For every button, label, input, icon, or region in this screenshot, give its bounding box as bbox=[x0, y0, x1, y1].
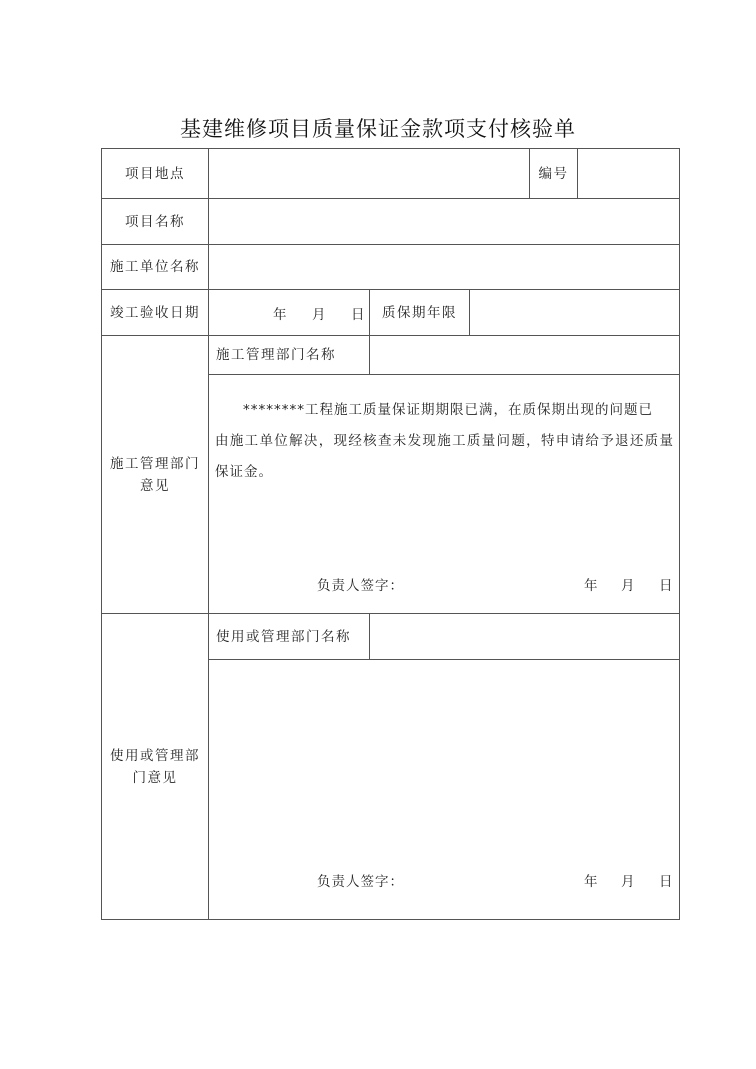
completion-date-label: 竣工验收日期 bbox=[110, 304, 200, 321]
verification-form bbox=[101, 148, 680, 920]
user-dept-opinion-label: 使用或管理部门意见 bbox=[110, 747, 200, 786]
opinion-first-line: ********工程施工质量保证期期限已满，在质保期出现的问题已 bbox=[243, 402, 653, 418]
contractor-name-label: 施工单位名称 bbox=[110, 259, 200, 275]
construction-day-label: 日 bbox=[659, 578, 673, 594]
month-label: 月 bbox=[312, 307, 326, 323]
construction-dept-opinion-label: 施工管理部门意见 bbox=[110, 455, 200, 494]
warranty-period-field[interactable] bbox=[470, 290, 679, 335]
construction-dept-name-label: 施工管理部门名称 bbox=[216, 347, 336, 363]
construction-signature-label: 负责人签字： bbox=[317, 578, 404, 594]
project-location-label: 项目地点 bbox=[125, 165, 185, 182]
warranty-period-label: 质保期年限 bbox=[382, 304, 457, 321]
project-location-field[interactable] bbox=[209, 149, 529, 198]
contractor-name-field[interactable] bbox=[209, 245, 679, 289]
user-dept-month-label: 月 bbox=[621, 874, 635, 890]
form-title: 基建维修项目质量保证金款项支付核验单 bbox=[180, 117, 576, 141]
project-name-label: 项目名称 bbox=[125, 213, 185, 230]
user-dept-signature-label: 负责人签字： bbox=[317, 874, 404, 890]
user-dept-day-label: 日 bbox=[659, 874, 673, 890]
user-dept-name-field[interactable] bbox=[370, 614, 679, 659]
construction-month-label: 月 bbox=[621, 578, 635, 594]
day-label: 日 bbox=[351, 307, 365, 323]
opinion-continuation: 由施工单位解决，现经核查未发现施工质量问题，特申请给予退还质量保证金。 bbox=[215, 433, 674, 480]
construction-dept-name-field[interactable] bbox=[370, 336, 679, 374]
user-dept-name-label: 使用或管理部门名称 bbox=[216, 628, 351, 645]
completion-date-field[interactable] bbox=[209, 290, 369, 335]
user-dept-opinion-area[interactable] bbox=[209, 660, 679, 870]
project-name-field[interactable] bbox=[209, 199, 679, 244]
row-divider bbox=[208, 374, 679, 375]
number-field[interactable] bbox=[578, 149, 679, 198]
construction-opinion-text[interactable] bbox=[215, 395, 674, 488]
construction-year-label: 年 bbox=[584, 578, 598, 594]
year-label: 年 bbox=[273, 307, 287, 323]
user-dept-year-label: 年 bbox=[584, 874, 598, 890]
number-label: 编号 bbox=[538, 165, 569, 182]
